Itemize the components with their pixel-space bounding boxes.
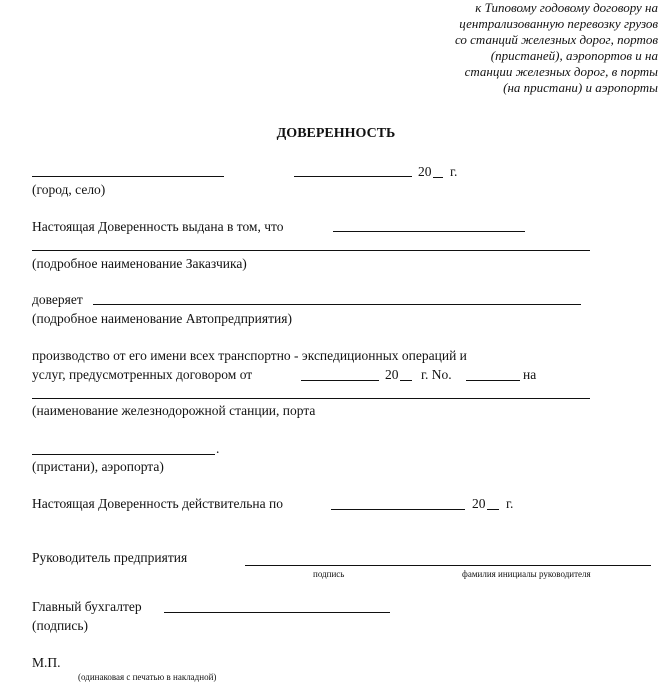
valid-year-prefix: 20 xyxy=(472,496,486,511)
accountant-label: Главный бухгалтер xyxy=(32,599,142,614)
director-signature-caption: подпись xyxy=(313,569,345,579)
document-title: ДОВЕРЕННОСТЬ xyxy=(276,126,396,141)
valid-until-blank[interactable] xyxy=(331,509,465,510)
valid-until-text: Настоящая Доверенность действительна по xyxy=(32,496,284,511)
header-line: со станций железных дорог, портов xyxy=(454,32,658,47)
pier-blank[interactable] xyxy=(32,454,215,455)
customer-caption: (подробное наименование Заказчика) xyxy=(32,256,247,271)
station-name-blank[interactable] xyxy=(32,398,590,399)
stamp-label: М.П. xyxy=(32,655,61,670)
date-year-blank[interactable] xyxy=(433,164,443,178)
accountant-signature-caption: (подпись) xyxy=(32,618,89,633)
date-blank[interactable] xyxy=(294,176,412,177)
pier-caption: (пристани), аэропорта) xyxy=(32,459,164,474)
contract-number-label: г. No. xyxy=(421,367,452,382)
city-caption: (город, село) xyxy=(32,182,106,197)
stamp-caption: (одинаковая с печатью в накладной) xyxy=(78,672,217,682)
header-line: централизованную перевозку грузов xyxy=(459,16,658,31)
header-line: (на пристани) и аэропорты xyxy=(503,80,658,95)
issued-to-text: Настоящая Доверенность выдана в том, что xyxy=(32,219,284,234)
date-year-suffix: г. xyxy=(450,164,458,179)
director-name-caption: фамилия инициалы руководителя xyxy=(462,569,591,579)
operations-line-1: производство от его имени всех транспортно - экспедиционных операций и xyxy=(32,348,467,363)
issued-to-blank[interactable] xyxy=(333,231,525,232)
appendix-header xyxy=(455,0,658,96)
customer-name-blank[interactable] xyxy=(32,250,590,251)
station-caption: (наименование железнодорожной станции, порта xyxy=(32,403,316,418)
company-caption: (подробное наименование Автопредприятия) xyxy=(32,311,292,326)
entrusts-text: доверяет xyxy=(32,292,83,307)
accountant-signature-blank[interactable] xyxy=(164,612,390,613)
company-name-blank[interactable] xyxy=(93,304,581,305)
contract-number-blank[interactable] xyxy=(466,380,520,381)
operations-on: на xyxy=(523,367,537,382)
header-line: станции железных дорог, в порты xyxy=(464,64,658,79)
valid-year-blank[interactable] xyxy=(487,496,499,510)
operations-line-2-start: услуг, предусмотренных договором от xyxy=(32,367,253,382)
contract-date-blank[interactable] xyxy=(301,380,379,381)
header-line: к Типовому годовому договору на xyxy=(475,0,658,15)
director-label: Руководитель предприятия xyxy=(32,550,188,565)
contract-year-blank[interactable] xyxy=(400,367,412,381)
contract-year-prefix: 20 xyxy=(385,367,399,382)
valid-year-suffix: г. xyxy=(506,496,514,511)
pier-dot: . xyxy=(216,441,220,456)
header-line: (пристаней), аэропортов и на xyxy=(490,48,658,63)
city-blank[interactable] xyxy=(32,176,224,177)
date-year-prefix: 20 xyxy=(418,164,432,179)
director-signature-blank[interactable] xyxy=(245,565,651,566)
